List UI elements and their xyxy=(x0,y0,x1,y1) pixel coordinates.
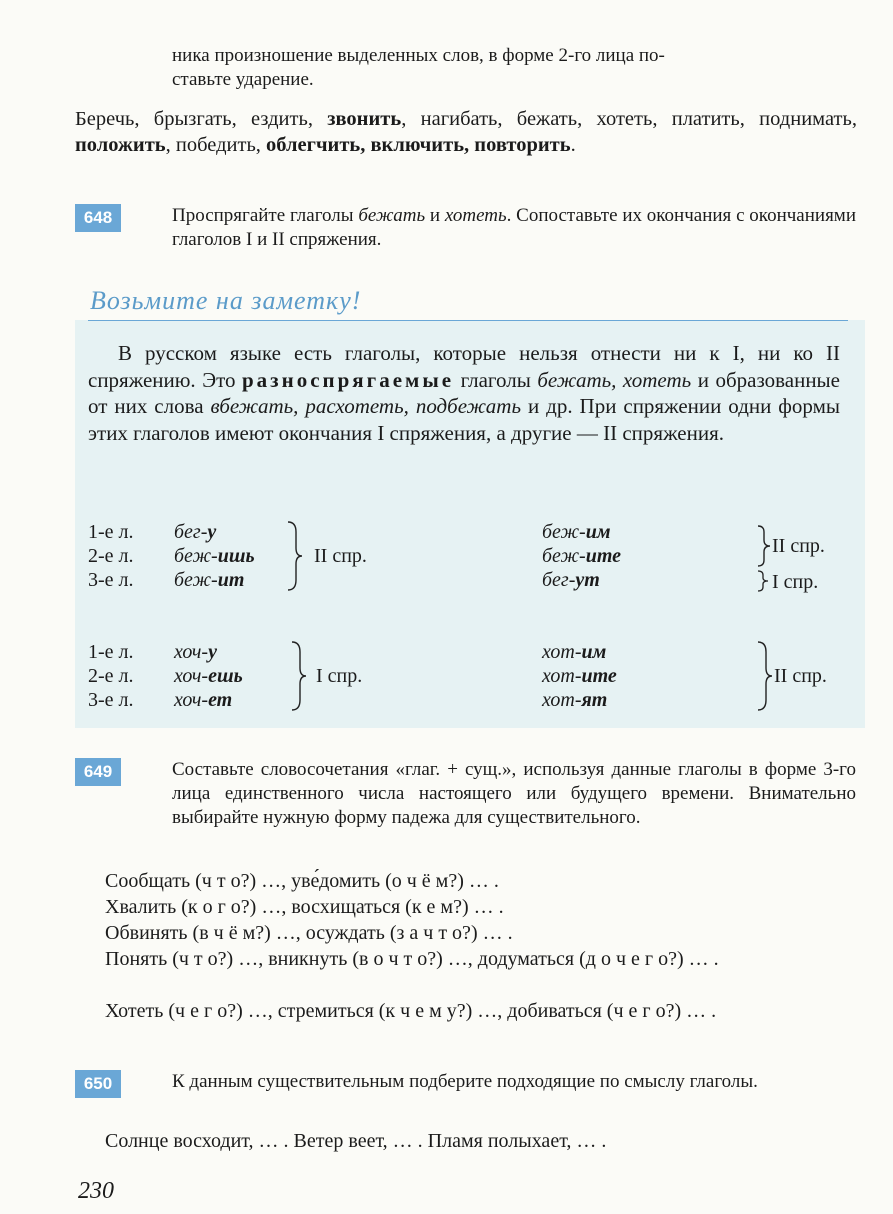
verb-stem: бег- xyxy=(174,521,208,543)
note-text xyxy=(88,340,840,446)
exercise-649-text: Составьте словосочетания «глаг. + сущ.», используя данные глаголы в форме 3-го лица единственного числа настоящего или будущего времени. Внимательно выбирайте нужную форму падежа для существительного. xyxy=(172,759,856,828)
exercise-650-text: К данным существительным подберите подходящие по смыслу глаголы. xyxy=(172,1071,758,1092)
exercise-line: Хотеть (ч е г о?) …, стремиться (к ч е м у?) …, добиваться (ч е г о?) … . xyxy=(105,1000,717,1022)
note-seg: В русском языке есть глаголы, которые нельзя отнести ни к I, ни ко II спряжению. Это xyxy=(88,341,840,392)
verb-stem: беж- xyxy=(174,545,218,567)
verb-ending: ите xyxy=(581,665,617,687)
verb-seg: Беречь, брызгать, ездить, xyxy=(75,108,328,130)
conjugation-label: II спр. xyxy=(772,535,825,557)
verb-form xyxy=(542,688,607,712)
ex648-word: хотеть xyxy=(444,205,507,226)
conjugation-label: II спр. xyxy=(774,665,827,687)
exercise-line: Хвалить (к о г о?) …, восхищаться (к е м?) … . xyxy=(105,896,504,918)
conjugation-hotet xyxy=(0,640,893,720)
verb-ending: ит xyxy=(217,569,245,591)
verb-form xyxy=(174,688,232,712)
verb-stem: беж- xyxy=(542,545,586,567)
right-brace xyxy=(756,524,772,568)
exercise-line: Обвинять (в ч ё м?) …, осуждать (з а ч т о?) … . xyxy=(105,922,513,944)
note-italic: вбежать, расхотеть, подбежать xyxy=(210,394,522,418)
exercise-number-649: 649 xyxy=(75,758,121,786)
verb-stem: беж- xyxy=(174,569,218,591)
exercise-number-650: 650 xyxy=(75,1070,121,1098)
verb-stem: хоч- xyxy=(174,689,209,711)
conjugation-label: II спр. xyxy=(314,545,367,567)
verb-form xyxy=(174,640,217,664)
verb-stem: хот- xyxy=(542,689,582,711)
exercise-number-648: 648 xyxy=(75,204,121,232)
verb-ending: у xyxy=(208,641,217,663)
exercise-648-text xyxy=(172,204,856,252)
verb-seg: . xyxy=(570,134,576,156)
note-term: разноспрягаемые xyxy=(241,367,455,392)
person-label: 3-е л. xyxy=(88,689,134,711)
verb-form xyxy=(542,568,600,592)
verb-bold: звонить xyxy=(327,108,402,130)
conjugation-bezhat xyxy=(0,520,893,600)
verb-ending: им xyxy=(585,521,611,543)
note-italic: бежать, хотеть xyxy=(537,367,692,392)
verb-ending: у xyxy=(207,521,217,543)
person-label: 1-е л. xyxy=(88,641,134,663)
exercise-line: Сообщать (ч т о?) …, уве́домить (о ч ё м?) … . xyxy=(105,870,499,892)
person-label: 1-е л. xyxy=(88,521,134,543)
verb-ending: ишь xyxy=(217,545,255,567)
verb-form xyxy=(174,544,255,568)
intro-text xyxy=(172,44,856,92)
verb-form xyxy=(174,568,244,592)
verb-bold: облегчить, включить, повторить xyxy=(266,134,571,156)
verb-ending: ут xyxy=(575,569,600,591)
note-title: Возьмите на заметку! xyxy=(90,286,362,315)
verb-form xyxy=(542,520,611,544)
verb-form xyxy=(542,640,606,664)
verb-ending: ет xyxy=(208,689,233,711)
ex648-part: и xyxy=(425,205,445,226)
right-brace xyxy=(756,640,774,712)
verb-ending: им xyxy=(581,641,607,663)
verb-seg: , победить, xyxy=(165,134,267,156)
conjugation-label: I спр. xyxy=(772,571,819,593)
verb-form xyxy=(542,544,621,568)
verb-ending: ят xyxy=(581,689,608,711)
note-underline xyxy=(88,320,848,321)
ex648-part: Проспрягайте глаголы xyxy=(172,205,359,226)
ex648-part: . Сопоставьте их окончания с окончаниями глаголов I и II спряжения. xyxy=(172,205,856,250)
verb-list xyxy=(75,106,857,158)
exercise-650-line: Солнце восходит, … . Ветер веет, … . Пламя полыхает, … . xyxy=(105,1130,607,1152)
exercise-line: Понять (ч т о?) …, вникнуть (в о ч т о?) …, додуматься (д о ч е г о?) … . xyxy=(105,948,719,970)
person-label: 2-е л. xyxy=(88,665,134,687)
verb-stem: хот- xyxy=(542,665,582,687)
intro-line-2: ставьте ударение. xyxy=(172,69,314,90)
verb-form xyxy=(542,664,617,688)
note-seg: и образованные от них слова xyxy=(88,367,840,418)
verb-stem: беж- xyxy=(542,521,586,543)
verb-seg: , нагибать, бежать, хотеть, платить, поднимать, xyxy=(401,108,857,130)
verb-ending: ешь xyxy=(208,665,243,687)
right-brace xyxy=(286,520,304,592)
verb-ending: ите xyxy=(585,545,621,567)
right-brace xyxy=(290,640,308,712)
note-seg: и др. При спряжении одни формы этих глаголов имеют окончания I спряжения, а другие — II спряжения. xyxy=(88,394,840,445)
verb-stem: хоч- xyxy=(174,641,209,663)
ex648-word: бежать xyxy=(358,205,426,226)
page-number: 230 xyxy=(78,1178,114,1204)
intro-line-1: ника произношение выделенных слов, в форме 2-го лица по- xyxy=(172,45,665,66)
person-label: 3-е л. xyxy=(88,569,134,591)
verb-stem: хот- xyxy=(542,641,582,663)
right-brace xyxy=(756,570,770,592)
person-label: 2-е л. xyxy=(88,545,134,567)
verb-stem: бег- xyxy=(542,569,576,591)
verb-form xyxy=(174,664,243,688)
note-seg: глаголы xyxy=(454,367,538,392)
verb-bold: положить xyxy=(75,134,166,156)
conjugation-label: I спр. xyxy=(316,665,363,687)
verb-form xyxy=(174,520,216,544)
verb-stem: хоч- xyxy=(174,665,209,687)
